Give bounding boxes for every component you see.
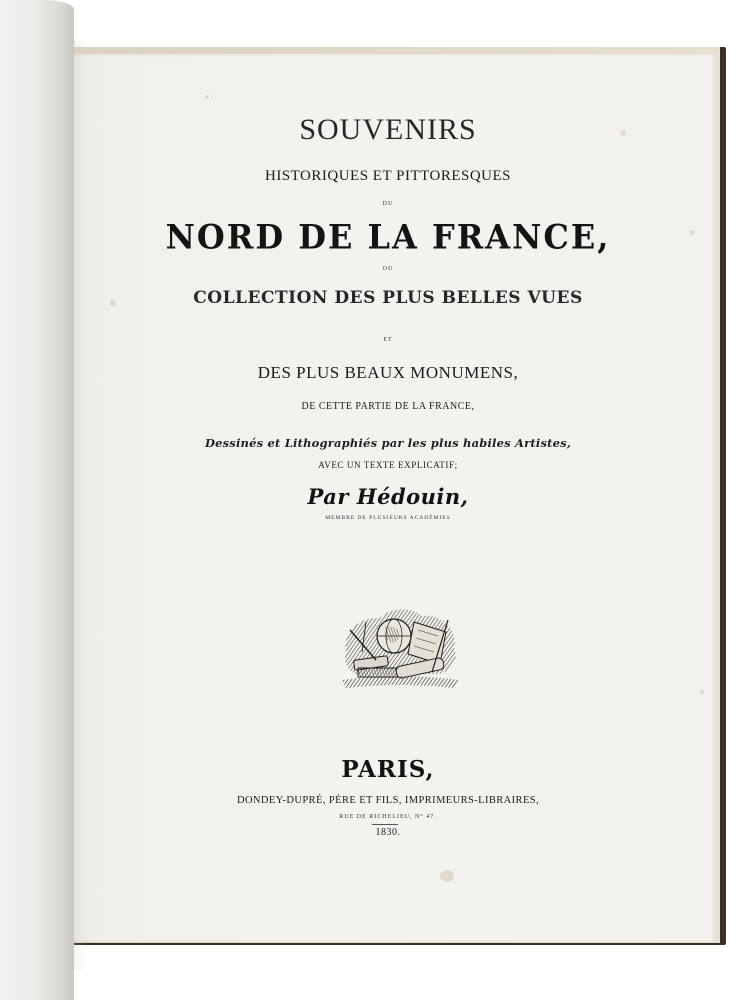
subtitle-historiques: HISTORIQUES ET PITTORESQUES — [264, 168, 512, 184]
line-texte-explicatif: AVEC UN TEXTE EXPLICATIF; — [318, 460, 458, 470]
connector-et: ET — [383, 337, 393, 343]
title-monumens: DES PLUS BEAUX MONUMENS, — [257, 363, 519, 382]
connector-ou: OU — [382, 266, 394, 272]
imprint-address: RUE DE RICHELIEU, N° 47. — [339, 814, 437, 820]
line-cette-partie: DE CETTE PARTIE DE LA FRANCE, — [301, 401, 475, 412]
connector-du: DU — [382, 201, 394, 207]
foxing-spot — [700, 690, 704, 694]
title-nord-de-la-france: NORD DE LA FRANCE, — [165, 217, 611, 257]
imprint-publisher: DONDEY-DUPRÉ, PÈRE ET FILS, IMPRIMEURS-LIBRAIRES, — [236, 795, 540, 806]
title-collection: COLLECTION DES PLUS BELLES VUES — [193, 288, 583, 308]
author-line: Par Hédouin, — [307, 484, 469, 509]
author-credentials: MEMBRE DE PLUSIEURS ACADÉMIES — [325, 515, 451, 521]
imprint-year: 1830. — [375, 827, 401, 838]
engraved-vignette-icon — [336, 602, 464, 694]
imprint-city: PARIS, — [341, 756, 435, 783]
title-souvenirs: SOUVENIRS — [299, 113, 477, 146]
foxing-spot — [440, 870, 454, 882]
line-dessines: Dessinés et Lithographiés par les plus habiles Artistes, — [204, 436, 572, 450]
imprint-rule — [372, 824, 398, 825]
foxing-spot — [205, 95, 209, 99]
